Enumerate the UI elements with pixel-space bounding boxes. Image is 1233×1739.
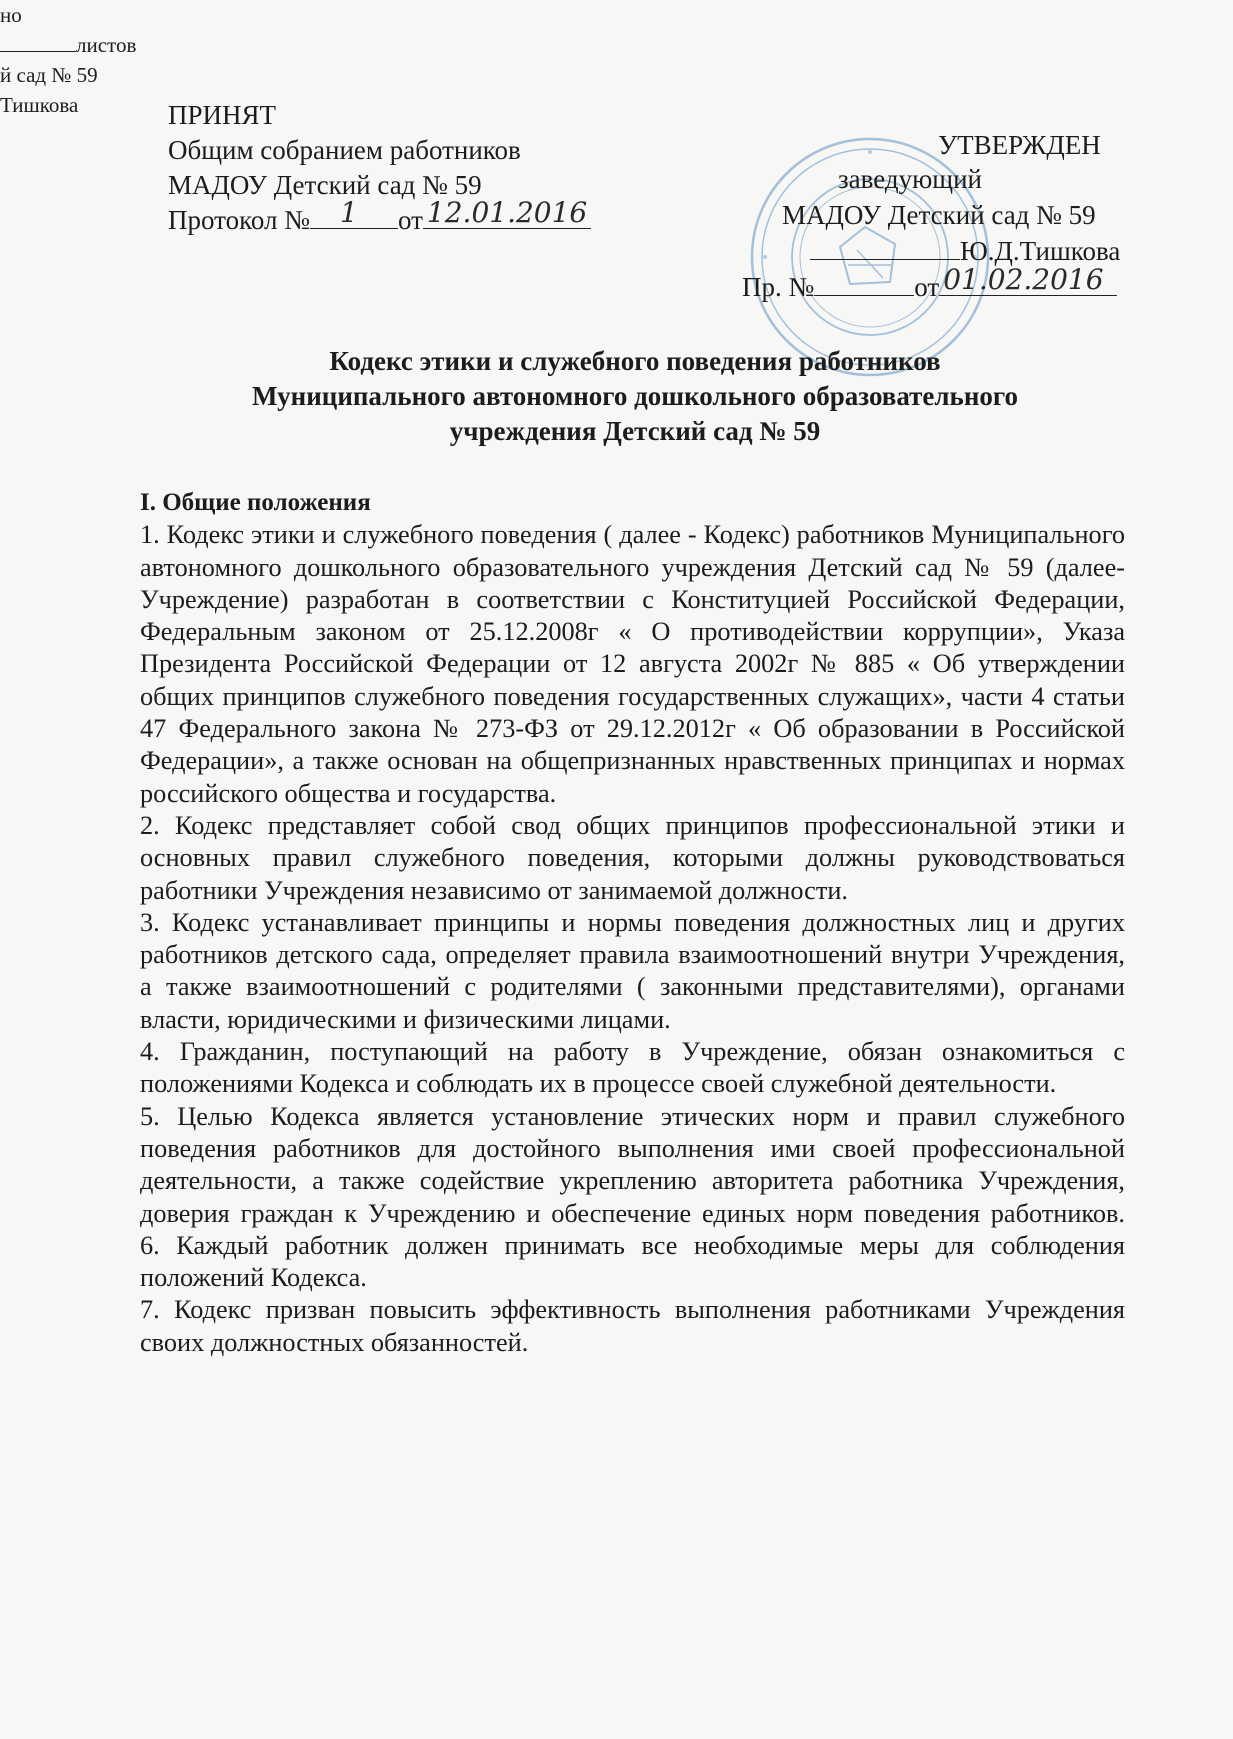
protocol-date-field [423, 196, 591, 229]
accepted-line-2: МАДОУ Детский сад № 59 [168, 170, 482, 200]
document-title [200, 344, 1070, 449]
fragment-line-4: Тишкова [0, 93, 79, 117]
clause-5: 5. Целью Кодекса является установление этических норм и правил служебного поведения работников для достойного выполнения ими своей профессиональной деятельности, а также содействие укреплению авторитета работника Учреждения, доверия граждан к Учреждению и обеспечение единых норм поведения работников. [140, 1101, 1125, 1228]
clause-3: 3. Кодекс устанавливает принципы и нормы поведения должностных лиц и других работников детского сада, определяет правила взаимоотношений внутри Учреждения, а также взаимоотношений с родителями ( законными представителями), органами власти, юридическими и физическими лицами. [140, 907, 1125, 1034]
blank-line [0, 31, 76, 52]
order-date-prefix: от [914, 272, 940, 302]
title-line-2: Муниципального автономного дошкольного образовательного [252, 381, 1018, 411]
protocol-date-prefix: от [397, 205, 423, 235]
approved-organization: МАДОУ Детский сад № 59 [782, 200, 1096, 230]
order-number-field [814, 271, 914, 296]
order-prefix: Пр. № [742, 272, 815, 302]
section-heading: I. Общие положения [140, 489, 371, 516]
title-line-1: Кодекс этики и служебного поведения работников [329, 346, 941, 376]
order-date-handwritten: 01.02.2016 [943, 263, 1104, 296]
order-date-field [939, 263, 1117, 296]
clause-4: 4. Гражданин, поступающий на работу в Учреждение, обязан ознакомиться с положениями Кодекса и соблюдать их в процессе своей служебной деятельности. [140, 1037, 1125, 1099]
accepted-line-1: Общим собранием работников [168, 135, 521, 165]
cropped-fragment [0, 0, 136, 120]
protocol-date-handwritten: 12.01.2016 [426, 196, 588, 229]
clause-2: 2. Кодекс представляет собой свод общих принципов профессиональной этики и основных правил служебного поведения, которыми должны руководствоваться работники Учреждения независимо от занимаемой должности. [140, 810, 1125, 905]
clause-7: 7. Кодекс призван повысить эффективность выполнения работниками Учреждения своих должностных обязанностей. [140, 1295, 1125, 1357]
approved-position: заведующий [838, 164, 982, 194]
protocol-prefix: Протокол № [168, 205, 310, 235]
fragment-line-1: но [0, 3, 22, 27]
fragment-line-2: листов [0, 30, 136, 60]
accepted-heading: ПРИНЯТ [168, 100, 277, 130]
fragment-line-3: й сад № 59 [0, 63, 98, 87]
signature-field [810, 235, 960, 260]
accepted-block [168, 98, 591, 238]
clause-1: 1. Кодекс этики и служебного поведения ( далее - Кодекс) работников Муниципального автономного дошкольного образовательного учреждения Детский сад № 59 (далее- Учреждение) разработан в соответствии с Конституцией Российской Федерации, Федеральным законом от 25.12.2008г « О противодействии коррупции», Указа Президента Российской Федерации от 12 августа 2002г № 885 « Об утверждении общих принципов служебного поведения государственных служащих», части 4 статьи 47 Федерального закона № 273-ФЗ от 29.12.2012г « Об образовании в Российской Федерации», а также основан на общепризнанных нравственных принципах и нормах российского общества и государства. [140, 520, 1125, 808]
approved-signatory: Ю.Д.Тишкова [960, 236, 1121, 266]
approved-heading: УТВЕРЖДЕН [938, 130, 1101, 160]
title-line-3: учреждения Детский сад № 59 [449, 416, 821, 446]
clause-6: 6. Каждый работник должен принимать все необходимые меры для соблюдения положений Кодекса. [140, 1230, 1125, 1293]
order-line [742, 263, 1117, 305]
protocol-number-field [310, 196, 398, 229]
protocol-number-handwritten: 1 [339, 196, 358, 229]
document-body [140, 487, 1125, 1359]
protocol-line [168, 196, 591, 238]
